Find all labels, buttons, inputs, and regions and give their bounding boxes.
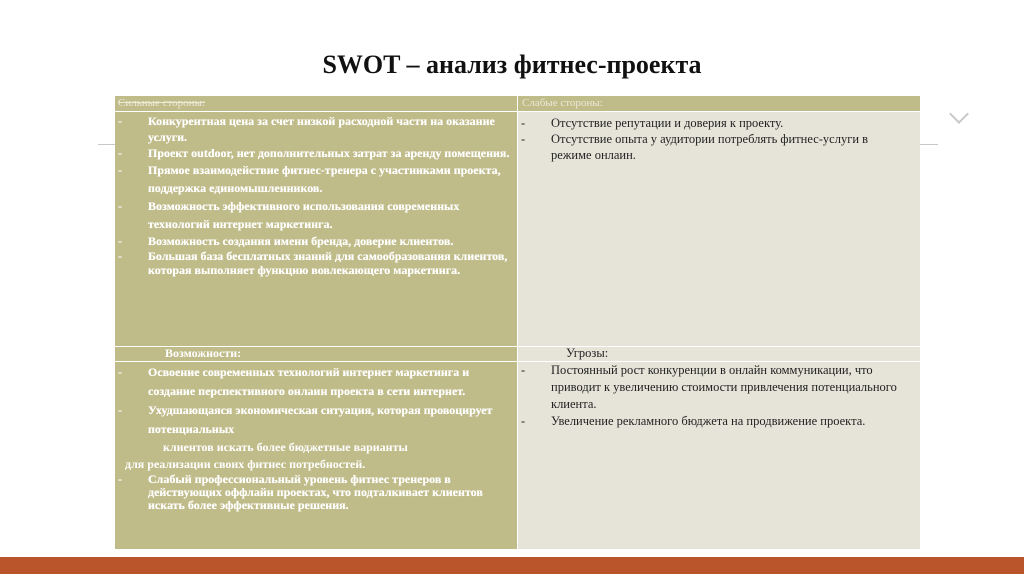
list-item: - Возможность эффективного использования современных технологий интернет маркетинга.: [115, 197, 517, 233]
left-divider-line: [98, 144, 116, 145]
weaknesses-cell: [518, 112, 920, 346]
opportunities-continuation-1: клиентов искать более бюджетные варианты: [163, 440, 408, 454]
list-item: - Отсутствие опыта у аудитории потреблять фитнес-услуги в режиме онлаин.: [518, 131, 920, 163]
list-item: - Отсутствие репутации и доверия к проекту.: [518, 115, 920, 131]
list-item: - Ухудшающаяся экономическая ситуация, которая провоцирует потенциальных: [115, 401, 517, 439]
list-item: - Проект outdoor, нет дополнительных затрат за аренду помещения.: [115, 145, 517, 161]
strengths-header: [115, 96, 517, 111]
bottom-accent-bar: [0, 557, 1024, 574]
opportunities-cell: [115, 362, 517, 549]
list-item: - Слабый профессиональный уровень фитнес тренеров в действующих оффлайн проектах, что подталкивает клиентов искать более эффективные решения.: [115, 473, 517, 512]
swot-table: [115, 96, 920, 549]
opportunities-header-label: Возможности:: [165, 346, 242, 360]
opportunities-continuation-2: для реализации своих фитнес потребностей.: [125, 457, 366, 471]
list-item: - Освоение современных технологий интернет маркетинга и создание перспективного онлаин проекта в сети интернет.: [115, 363, 517, 401]
slide-title: SWOT – анализ фитнес-проекта: [322, 50, 702, 79]
list-item: - Конкурентная цена за счет низкой расходной части на оказание услуги.: [115, 113, 517, 145]
list-item: - Возможность создания имени бренда, доверие клиентов.: [115, 233, 517, 249]
opportunities-list: [115, 363, 517, 439]
weaknesses-header: [518, 96, 920, 111]
threats-header: [518, 347, 920, 361]
opportunities-list-cont: [115, 473, 517, 512]
list-item: - Большая база бесплатных знаний для самообразования клиентов, которая выполняет функцию вовлекающего маркетинга.: [115, 249, 517, 277]
right-divider-line: [920, 144, 938, 145]
threats-header-label: Угрозы:: [566, 346, 609, 360]
threats-cell: [518, 362, 920, 549]
opportunities-header: [115, 347, 517, 361]
strengths-cell: [115, 112, 517, 346]
chevron-decoration-icon: [949, 104, 969, 124]
strengths-list: [115, 113, 517, 277]
weaknesses-list: [518, 115, 920, 163]
threats-list: [518, 362, 920, 430]
list-item: - Увеличение рекламного бюджета на продвижение проекта.: [518, 413, 920, 430]
strengths-header-label: Сильные стороны:: [118, 97, 206, 109]
weaknesses-header-label: Слабые стороны:: [522, 97, 603, 109]
list-item: - Прямое взаимодействие фитнес-тренера с участниками проекта, поддержка единомышленников.: [115, 161, 517, 197]
list-item: - Постоянный рост конкуренции в онлайн коммуникации, что приводит к увеличению стоимости привлечения потенциального клиента.: [518, 362, 920, 413]
